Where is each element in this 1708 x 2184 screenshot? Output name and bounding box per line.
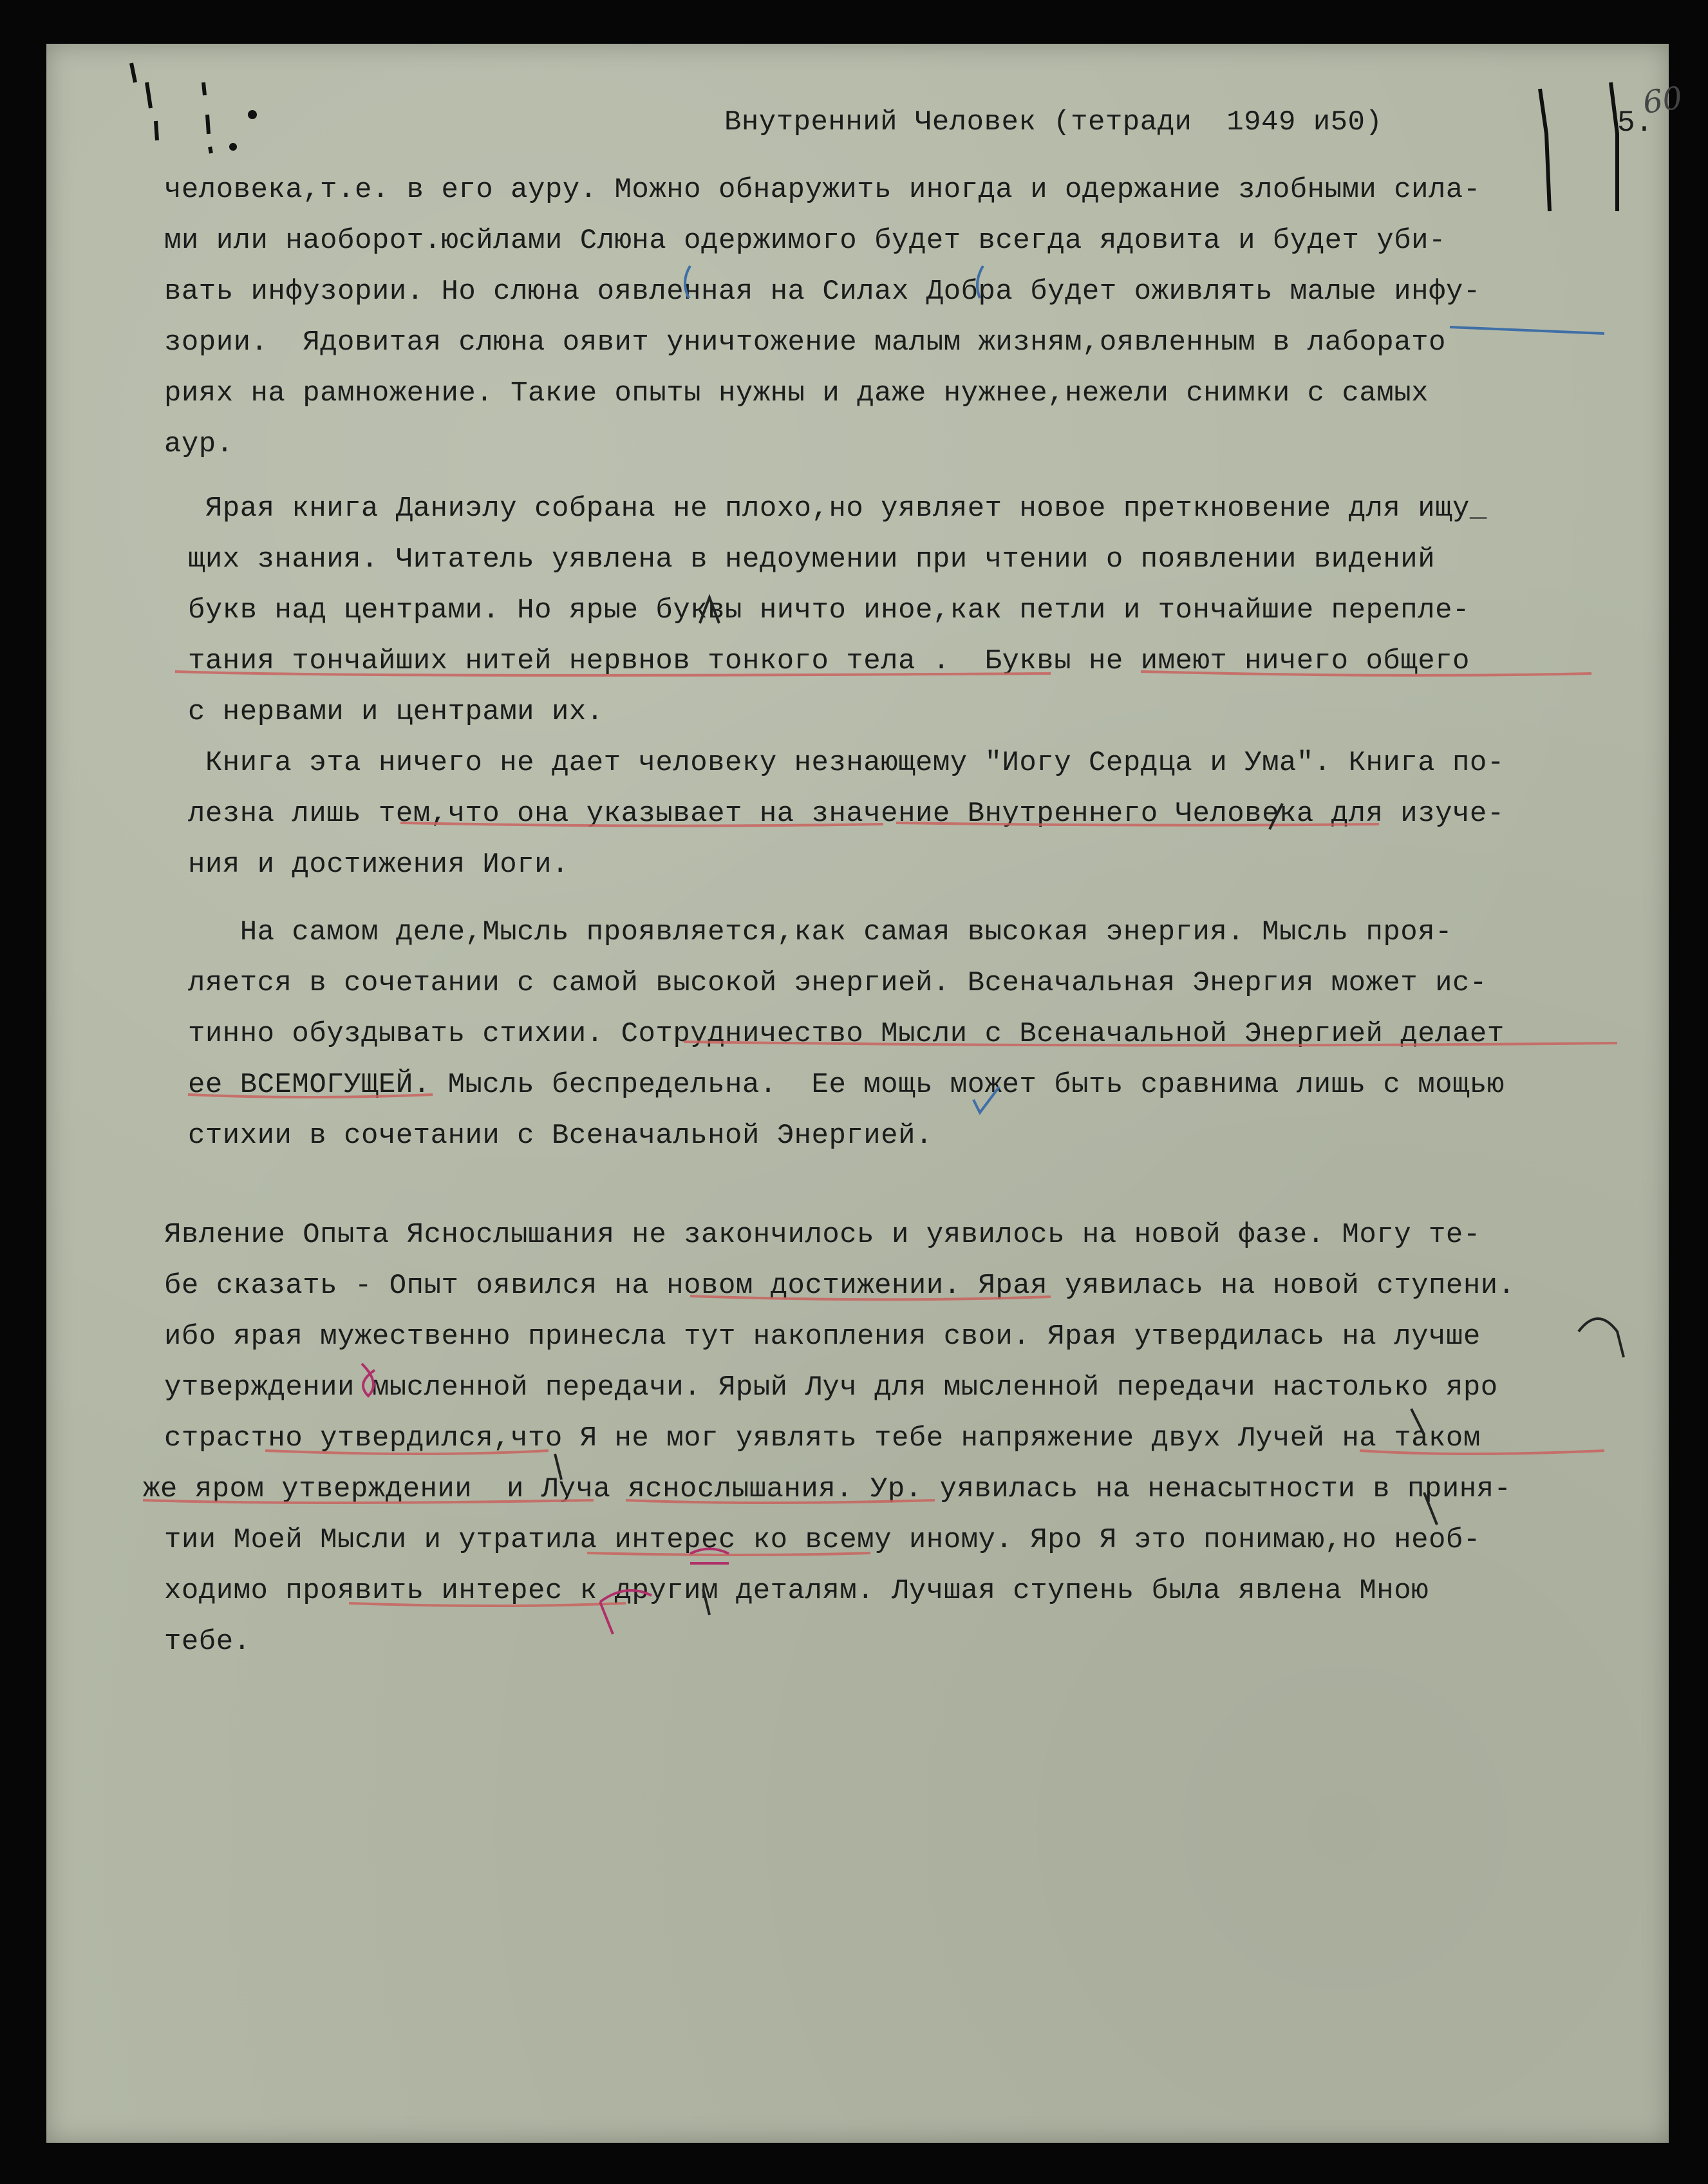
text-line: с нервами и центрами их. bbox=[188, 696, 604, 728]
text-line: щих знания. Читатель уявлена в недоумении при чтении о появлении видений bbox=[188, 543, 1436, 576]
text-line: же яром утверждении и Луча яснослышания. Ур. уявилась на ненасытности в приня- bbox=[143, 1473, 1512, 1505]
page-number-brackets bbox=[1540, 82, 1617, 211]
text-line: букв над центрами. Но ярые буквы ничто иное,как петли и тончайшие перепле- bbox=[188, 594, 1470, 626]
text-line: риях на рамножение. Такие опыты нужны и даже нужнее,нежели снимки с самых bbox=[164, 377, 1429, 410]
text-line: бе сказать - Опыт оявился на новом достижении. Ярая уявилась на новой ступени. bbox=[164, 1270, 1516, 1302]
text-line: страстно утвердился,что Я не мог уявлять тебе напряжение двух Лучей на таком bbox=[164, 1422, 1481, 1454]
corner-ink-marks bbox=[131, 63, 255, 153]
text-line: Ярая книга Даниэлу собрана не плохо,но уявляет новое преткновение для ищу_ bbox=[188, 493, 1487, 525]
document-header-title: Внутренний Человек (тетради 1949 и50) bbox=[724, 106, 1383, 138]
text-line: зории. Ядовитая слюна оявит уничтожение малым жизням,оявленным в лаборато bbox=[164, 326, 1446, 359]
text-line: Явление Опыта Яснослышания не закончилось и уявилось на новой фазе. Могу те- bbox=[164, 1219, 1481, 1251]
text-line: тинно обуздывать стихии. Сотрудничество Мысли с Всеначальной Энергией делает bbox=[188, 1018, 1505, 1050]
text-line: ляется в сочетании с самой высокой энергией. Всеначальная Энергия может ис- bbox=[188, 967, 1487, 999]
document-sheet bbox=[46, 44, 1685, 2143]
text-line: вать инфузории. Но слюна оявленная на Силах Добра будет оживлять малые инфу- bbox=[164, 276, 1481, 308]
text-line: человека,т.е. в его ауру. Можно обнаружить иногда и одержание злобными сила- bbox=[164, 174, 1481, 206]
text-line: лезна лишь тем,что она указывает на значение Внутреннего Человека для изуче- bbox=[188, 798, 1505, 830]
text-line: аур. bbox=[164, 428, 234, 460]
text-line: тии Моей Мысли и утратила интерес ко всему иному. Яро Я это понимаю,но необ- bbox=[164, 1524, 1481, 1556]
text-line: ибо ярая мужественно принесла тут накопления свои. Ярая утвердилась на лучше bbox=[164, 1321, 1481, 1353]
text-line: ее ВСЕМОГУЩЕЙ. Мысль беспредельна. Ее мощь может быть сравнима лишь с мощью bbox=[188, 1069, 1505, 1101]
text-line: Книга эта ничего не дает человеку незнающему "Иогу Сердца и Ума". Книга по- bbox=[188, 747, 1505, 779]
text-line: На самом деле,Мысль проявляется,как самая высокая энергия. Мысль проя- bbox=[188, 916, 1453, 948]
text-line: тания тончайших нитей нервнов тонкого тела . Буквы не имеют ничего общего bbox=[188, 645, 1470, 677]
text-line: ми или наоборот.юсйлами Слюна одержимого будет всегда ядовита и будет уби- bbox=[164, 225, 1446, 257]
text-line: ходимо проявить интерес к другим деталям. Лучшая ступень была явлена Мною bbox=[164, 1575, 1429, 1607]
text-line: тебе. bbox=[164, 1626, 251, 1658]
page-number: 5. bbox=[1617, 106, 1654, 140]
archive-number: 60 bbox=[1640, 80, 1685, 121]
text-line: стихии в сочетании с Всеначальной Энергией. bbox=[188, 1120, 933, 1152]
text-line: утверждении мысленной передачи. Ярый Луч для мысленной передачи настолько яро bbox=[164, 1371, 1498, 1404]
text-line: ния и достижения Иоги. bbox=[188, 849, 569, 881]
